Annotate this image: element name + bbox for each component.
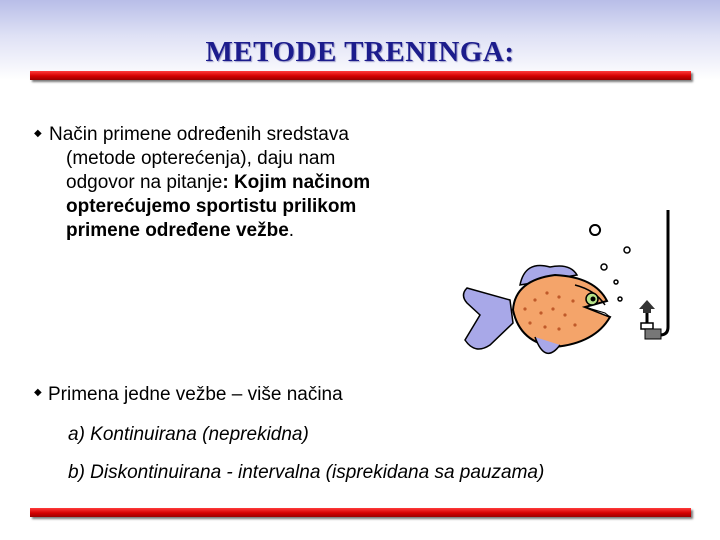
bullet-1-line-2: (metode opterećenja), daju nam bbox=[66, 148, 336, 169]
bullet-1-line-4: opterećujemo sportistu prilikom bbox=[66, 196, 357, 217]
bullet-1-plain-text: odgovor na pitanje bbox=[66, 172, 223, 193]
bullet-1-period: . bbox=[288, 220, 295, 241]
bullet-1-line-1: Način primene određenih sredstava bbox=[49, 124, 349, 145]
diamond-bullet-icon: ◆ bbox=[34, 387, 42, 398]
bullet-point-2: Primena jedne vežbe – više načina bbox=[48, 384, 343, 405]
bullet-1-bold-question: : Kojim načinom bbox=[222, 172, 371, 193]
bottom-divider-bar bbox=[30, 508, 691, 517]
subitem-a: a) Kontinuirana (neprekidna) bbox=[68, 424, 309, 445]
slide-title: METODE TRENINGA: bbox=[205, 36, 515, 68]
bullet-1-line-3 bbox=[49, 171, 449, 195]
top-divider-bar bbox=[30, 71, 691, 80]
bullet-1-line-5 bbox=[49, 219, 449, 243]
bullet-1-bold-end: primene određene vežbe bbox=[66, 220, 289, 241]
subitem-b: b) Diskontinuirana - intervalna (isprekidana sa pauzama) bbox=[68, 462, 545, 483]
fish-clipart-icon bbox=[455, 205, 680, 385]
bullet-point-1 bbox=[49, 123, 449, 243]
diamond-bullet-icon: ◆ bbox=[34, 128, 42, 139]
